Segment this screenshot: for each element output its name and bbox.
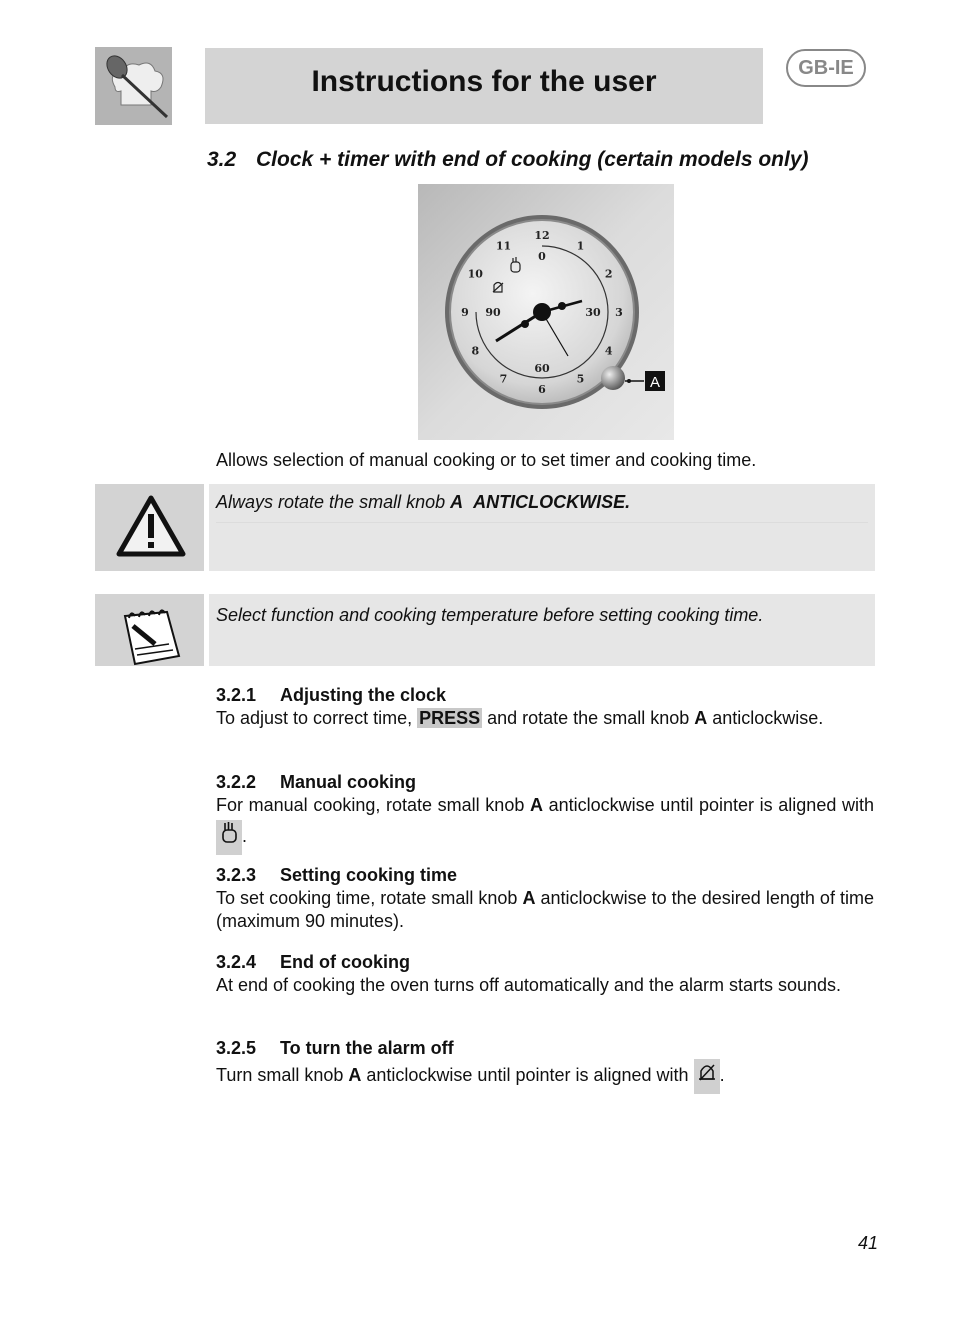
note-icon-box [95, 594, 204, 666]
clock-hour-12: 12 [534, 229, 550, 242]
note-text: Select function and cooking temperature before setting cooking time. [216, 605, 764, 625]
chef-logo [95, 47, 172, 125]
knob-a [601, 366, 625, 390]
subsection-title: To turn the alarm off [280, 1038, 454, 1058]
section-heading [207, 148, 809, 172]
section-title: Clock + timer with end of cooking (certain models only) [256, 148, 809, 171]
subsection-title: Adjusting the clock [280, 685, 447, 705]
alarm-bell-off-icon [694, 1059, 720, 1094]
subsection-turn-alarm-off [216, 1037, 874, 1094]
clock-hour-8: 8 [471, 344, 480, 358]
subsection-number: 3.2.1 [216, 685, 257, 705]
clock-minute-90: 90 [485, 306, 501, 319]
clock-hour-10: 10 [467, 267, 483, 281]
clock-hour-4: 4 [604, 344, 613, 358]
clock-hour-11: 11 [495, 239, 512, 253]
subsection-heading [216, 864, 874, 887]
subsection-setting-cooking-time [216, 864, 874, 933]
subsection-adjusting-clock [216, 684, 874, 730]
warning-text [216, 492, 630, 513]
knob-ref: A [522, 888, 536, 908]
knob-ref: A [348, 1065, 362, 1085]
clock-hour-6: 6 [538, 383, 546, 396]
clock-minute-0: 0 [538, 250, 546, 263]
subsection-body: For manual cooking, rotate small knob A anticlockwise until pointer is aligned with . [216, 791, 874, 855]
chef-hat-spoon-icon [95, 47, 172, 125]
subsection-body: Turn small knob A anticlockwise until pointer is aligned with . [216, 1059, 874, 1094]
clock-hour-2: 2 [604, 267, 613, 281]
header-bar [205, 48, 763, 124]
section-number: 3.2 [207, 148, 237, 171]
subsection-title: End of cooking [280, 952, 410, 972]
page-header-title: Instructions for the user [311, 65, 657, 98]
subsection-title: Manual cooking [280, 772, 417, 792]
clock-timer-illustration [418, 184, 674, 440]
subsection-body: To set cooking time, rotate small knob A anticlockwise to the desired length of time (maximum 90 minutes). [216, 888, 874, 931]
knob-ref: A [694, 708, 708, 728]
warning-direction: ANTICLOCKWISE. [473, 492, 631, 512]
subsection-body: To adjust to correct time, PRESS and rotate the small knob A anticlockwise. [216, 708, 824, 728]
subsection-body: At end of cooking the oven turns off automatically and the alarm starts sounds. [216, 975, 842, 995]
clock-minute-60: 60 [534, 362, 550, 375]
knob-ref: A [529, 795, 543, 815]
clock-hour-7: 7 [499, 372, 508, 386]
warning-knob: A [450, 492, 464, 512]
subsection-number: 3.2.2 [216, 772, 257, 792]
clock-hour-9: 9 [461, 306, 469, 319]
clock-hour-5: 5 [576, 372, 585, 386]
clock-hour-3: 3 [615, 306, 623, 319]
subsection-title: Setting cooking time [280, 865, 458, 885]
subsection-heading [216, 684, 874, 707]
intro-text: Allows selection of manual cooking or to set timer and cooking time. [216, 450, 757, 470]
note-box [209, 594, 875, 666]
subsection-number: 3.2.3 [216, 865, 257, 885]
warning-divider [216, 522, 868, 523]
subsection-heading [216, 1037, 874, 1060]
clock-minute-30: 30 [585, 306, 601, 319]
clock-hour-1: 1 [576, 239, 585, 253]
subsection-end-of-cooking [216, 951, 874, 997]
press-label: PRESS [419, 708, 481, 728]
subsection-heading [216, 951, 874, 974]
warning-icon-box [95, 484, 204, 571]
knob-label: A [649, 374, 661, 391]
manual-hand-icon [216, 820, 242, 855]
subsection-number: 3.2.4 [216, 952, 257, 972]
clock-timer-figure [418, 184, 674, 440]
notepad-pencil-icon [95, 594, 204, 666]
page-number: 41 [858, 1233, 879, 1253]
warning-triangle-icon [95, 484, 204, 571]
warning-text-lead: Always rotate the small knob [216, 492, 451, 512]
subsection-manual-cooking [216, 771, 874, 855]
language-badge: GB-IE [786, 49, 866, 87]
warning-box [209, 484, 875, 571]
subsection-number: 3.2.5 [216, 1038, 257, 1058]
